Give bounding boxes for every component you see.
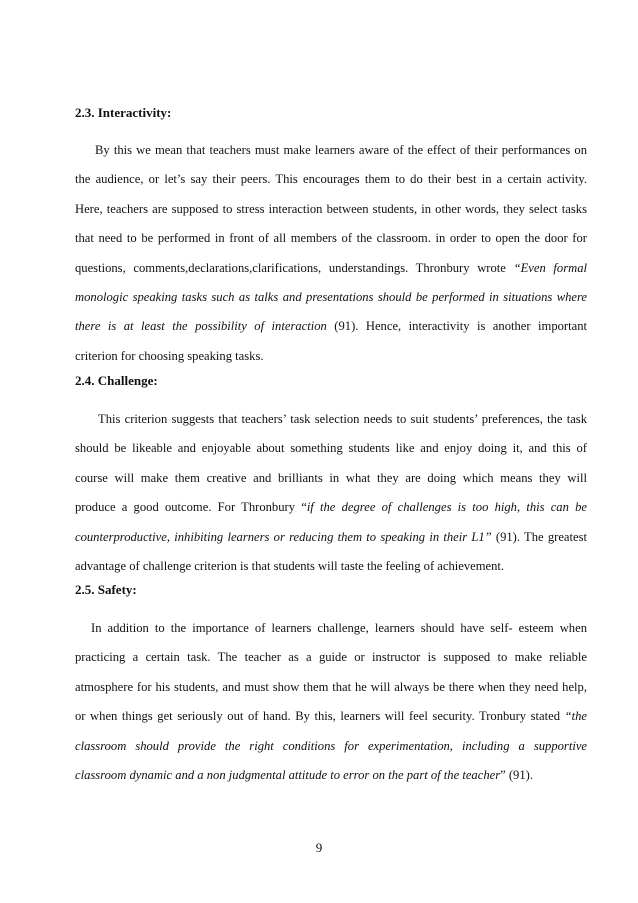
text-line: atmosphere for his students, and must show them that he will always be there when they need help,	[75, 679, 587, 694]
text-line	[75, 523, 587, 552]
heading-safety: 2.5. Safety:	[75, 582, 137, 597]
text-line: that need to be performed in front of all members of the classroom. in order to open the door for	[75, 231, 587, 246]
paragraph-challenge	[75, 405, 587, 581]
text-line	[75, 254, 587, 283]
text-line: the audience, or let’s say their peers. This encourages them to do their best in a certain activity.	[75, 172, 587, 187]
quote-segment: counterproductive, inhibiting learners or reducing them to speaking in their L1”	[75, 529, 492, 544]
quote-segment: classroom dynamic and a non judgmental attitude to error on the part of the teacher	[75, 768, 501, 783]
quote-segment: monologic speaking tasks such as talks and presentations should be performed in situations where	[75, 290, 587, 305]
paragraph-interactivity	[75, 136, 587, 371]
page-number: 9	[315, 840, 323, 855]
text-line	[75, 702, 587, 731]
text-segment: questions, comments,declarations,clarifications, understandings. Thronbury wrote	[75, 260, 514, 275]
heading-interactivity: 2.3. Interactivity:	[75, 105, 172, 120]
text-line	[75, 732, 587, 761]
text-line	[75, 493, 587, 522]
text-line: By this we mean that teachers must make learners aware of the effect of their performances on	[95, 143, 587, 157]
text-line: should be likeable and enjoyable about something students like and enjoy doing it, and this of	[75, 441, 587, 456]
paragraph-safety	[75, 614, 587, 790]
text-segment: or when things get seriously out of hand. By this, learners will feel security. Tronbury stated	[75, 709, 565, 724]
text-line: This criterion suggests that teachers’ task selection needs to suit students’ preferences, the task	[98, 412, 587, 426]
text-line	[75, 761, 587, 790]
text-line: In addition to the importance of learners challenge, learners should have self- esteem when	[91, 621, 587, 635]
heading-challenge: 2.4. Challenge:	[75, 373, 158, 388]
quote-segment: “the	[564, 709, 587, 724]
text-line: Here, teachers are supposed to stress interaction between students, in other words, they select tasks	[75, 201, 587, 216]
text-line: advantage of challenge criterion is that students will taste the feeling of achievement.	[75, 559, 505, 574]
text-line	[75, 312, 587, 341]
text-segment: ” (91).	[500, 768, 533, 783]
text-segment: (91). The greatest	[491, 529, 587, 544]
text-segment: produce a good outcome. For Thronbury “	[75, 500, 307, 515]
quote-segment: if the degree of challenges is too high, this can be	[306, 500, 587, 515]
text-line	[75, 283, 587, 312]
quote-segment: “Even formal	[513, 260, 587, 275]
quote-segment: there is at least the possibility of interaction	[75, 319, 327, 334]
text-segment: (91). Hence, interactivity is another important	[326, 319, 587, 334]
quote-segment: classroom should provide the right conditions for experimentation, including a supportive	[75, 738, 587, 753]
text-line: criterion for choosing speaking tasks.	[75, 348, 264, 363]
text-line: practicing a certain task. The teacher as a guide or instructor is supposed to make reliable	[75, 650, 587, 665]
text-line: course will make them creative and brilliants in what they are doing which means they will	[75, 470, 587, 485]
